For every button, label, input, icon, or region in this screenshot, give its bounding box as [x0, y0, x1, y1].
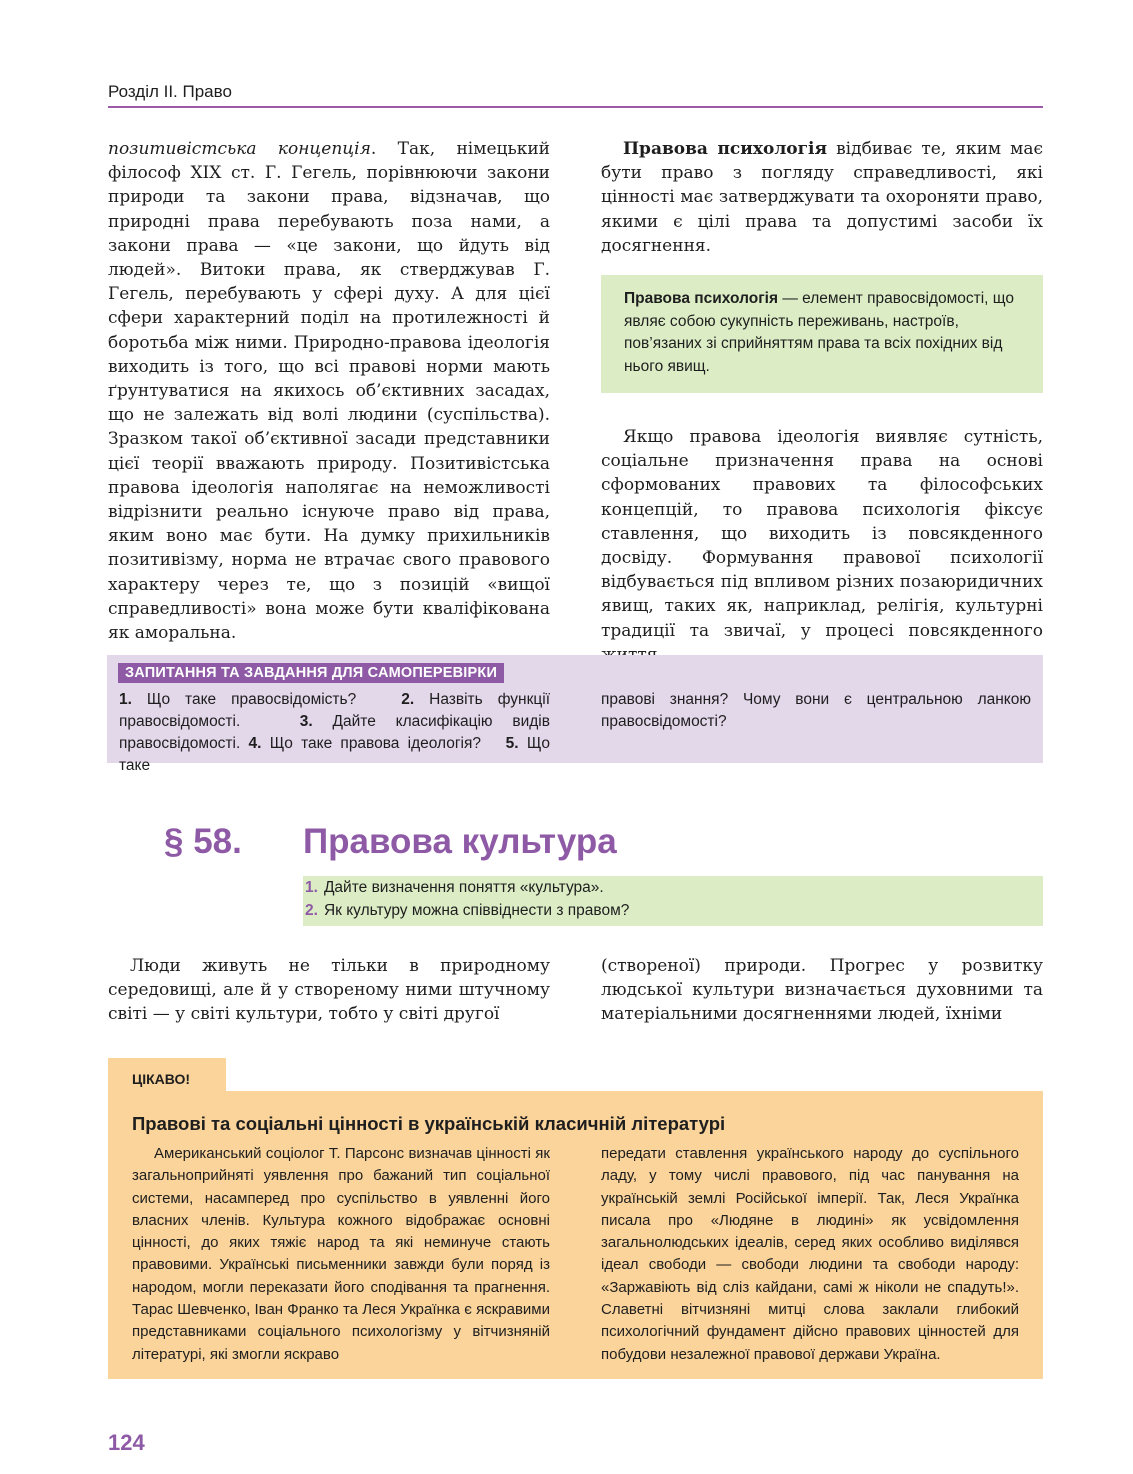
- prompt-text: Дайте визначення поняття «культура».: [323, 879, 604, 896]
- right-bold-term: Правова психологія: [623, 139, 828, 159]
- section-prompt-1: [305, 879, 604, 897]
- question-number: 2.: [401, 691, 415, 708]
- question-5-end: правові знання? Чому вони є центральною ланкою правосвідомості?: [601, 691, 1031, 730]
- page-number: 124: [108, 1430, 145, 1455]
- left-column-text: [108, 137, 550, 645]
- interesting-left-text: Американський соціолог Т. Парсонс визначав цінності як загальноприйняті уявлення про бажаний тип соціальної системи, насамперед про суспільство в уявленні його власних членів. Культура кожного відображає основні цінності, до яких тяжіє народ та які неминуче стають правовими. Українські письменники завжди були поряд із народом, могли переказати його сподівання та прагнення. Тарас Шевченко, Іван Франко та Леся Українка є яскравими представниками соціального психологізму у вітчизняній літературі, які змогли яскраво: [132, 1145, 550, 1363]
- self-check-left: [119, 689, 550, 777]
- question-5-start: Що таке: [119, 735, 550, 774]
- question-2: Назвіть функції правосвідомості.: [119, 691, 551, 730]
- interesting-right: [601, 1143, 1019, 1366]
- section-title: Правова культура: [303, 822, 617, 861]
- right-column-text-2: [601, 425, 1043, 667]
- definition-term: Правова психологія: [624, 290, 779, 307]
- question-number: 1.: [119, 691, 132, 708]
- interesting-left: [132, 1143, 550, 1366]
- header-rule: [108, 106, 1043, 108]
- prompt-number: 2.: [305, 902, 318, 919]
- intro-left-text: Люди живуть не тільки в природному середовищі, але й у створеному ними штучному світі — у світі культури, тобто у світі другої: [108, 956, 550, 1025]
- question-1: Що таке правосвідомість?: [131, 691, 357, 708]
- right-paragraph-2: Якщо правова ідеологія виявляє сутність, соціальне призначення права на основі сформованих правових та філософських концепцій, то правова психологія фіксує ставлення, що виходить із повсякденного досвіду. Формування правової психології відбувається під впливом різних позаюридичних явищ, таких як, наприклад, релігія, культурні традиції та звичаї, у процесі повсякденного: [601, 427, 1043, 641]
- definition-text: [624, 288, 1022, 378]
- interesting-label: ЦІКАВО!: [132, 1071, 191, 1087]
- right-paragraph-1: [601, 137, 1043, 258]
- section-prompt-2: [305, 902, 629, 920]
- self-check-title: ЗАПИТАННЯ ТА ЗАВДАННЯ ДЛЯ САМОПЕРЕВІРКИ: [118, 663, 504, 683]
- question-number: 4.: [248, 735, 262, 752]
- intro-left: [108, 954, 550, 1027]
- interesting-right-text: передати ставлення українського народу до суспільного ладу, у тому числі правового, під час панування на українській землі Російської імперії. Так, Леся Українка писала про «Людяне в людині» як усвідомлення загальнолюдських ідеалів, серед яких особливо виділявся ідеал свободи — свободи людини та свободи народу: «Заржавіють від сліз кайдани, самі ж ніколи не спадуть!». Славетні вітчизняні митці слова заклали глибокий психологічний фундамент дійсно правових цінностей для побудови незалежної правової держави Україна.: [601, 1145, 1019, 1363]
- intro-right-text: (створеної) природи. Прогрес у розвитку людської культури визначається духовними та матеріальними досягненнями людей, їхніми: [601, 956, 1043, 1025]
- left-paragraph: [108, 137, 550, 645]
- left-paragraph-text: . Так, німецький філософ ХІХ ст. Г. Гегель, порівнюючи закони природи та закони права, відзначав, що природні права перебувають поза нами, а закони права — «це закони, що йдуть від людей». Витоки права, як стверджував Г. Гегель, перебувають у сфері духу. А для цієї сфери характерний поділ на протилежності й боротьба між ними. Природно-правова ідеологія виходить із того, що всі правові норми мають ґрунтуватися на якихось об’єктивних засадах, що не залежать від волі людини (суспільства). Зразком такої об’єктивної засади представники цієї теорії вважають природу. Позитивістська правова ідеологія наполягає на неможливості відрізнити реально існуюче право від права, яким воно має бути. На думку прихильників позитивізму, норма не втрачає свого правового характеру через те, що з позицій «вищої справедливості» вона може бути кваліфікована як аморальна.: [108, 139, 550, 644]
- self-check-right: [601, 689, 1031, 733]
- interesting-title: Правові та соціальні цінності в українській класичній літературі: [132, 1113, 726, 1134]
- lead-italic-term: позитивістська концепція: [108, 139, 371, 159]
- intro-right: [601, 954, 1043, 1027]
- question-number: 3.: [299, 713, 313, 730]
- question-3: Дайте класифікацію видів правосвідомості.: [119, 713, 550, 752]
- question-number: 5.: [505, 735, 519, 752]
- question-4: Що таке правова ідеологія?: [261, 735, 481, 752]
- right-paragraph-1-text: відбиває те, яким має бути право з погляду справедливості, які цінності має затверджувати та охороняти право, якими є цілі права та допустимі засоби їх досягнення.: [601, 139, 1043, 256]
- section-number: § 58.: [164, 822, 242, 861]
- prompt-text: Як культуру можна співвіднести з правом?: [323, 902, 630, 919]
- right-column-text: [601, 137, 1043, 258]
- prompt-number: 1.: [305, 879, 318, 896]
- definition-body: — елемент правосвідомості, що являє собою сукупність переживань, настроїв, пов’язаних зі сприйняттям права та всіх похідних від нього явищ.: [624, 290, 1014, 375]
- running-header: Розділ ІІ. Право: [108, 82, 232, 101]
- definition-box: [601, 275, 1043, 393]
